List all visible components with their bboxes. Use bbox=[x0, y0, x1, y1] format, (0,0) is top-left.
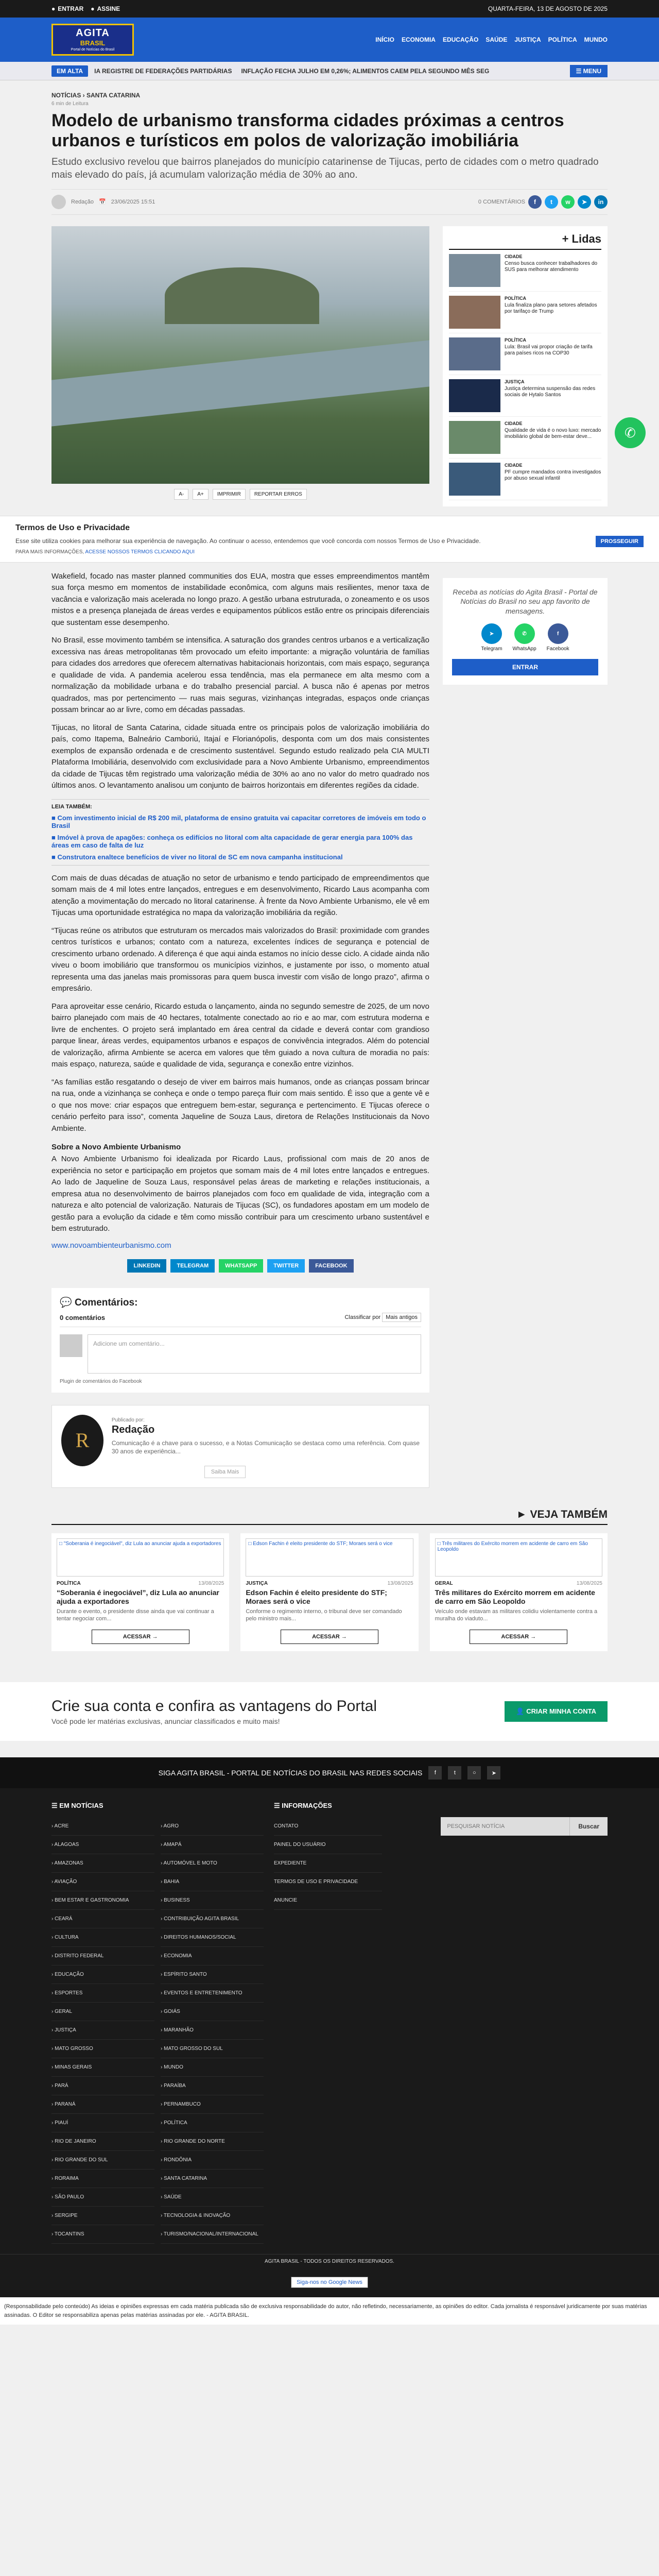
facebook-share-button[interactable]: FACEBOOK bbox=[309, 1259, 353, 1273]
telegram-icon[interactable]: ➤ bbox=[578, 195, 591, 209]
footer-category-link[interactable]: › TECNOLOGIA & INOVAÇÃO bbox=[161, 2207, 264, 2225]
about-text: A Novo Ambiente Urbanismo foi idealizada por Ricardo Laus, profissional com mais de 20 anos de experiência no setor e participação em projetos que somam mais de 4 mil lotes entre lançados e entregues. Ao lado de Jaqueline de Souza Laus, responsável pelas áreas de marketing e relações institucionais, a empresa atua no desenvolvimento de bairros planejados com foco em qualidade de vida, integração com a natureza e alto potencial de valorização. Naturais de Tijucas (SC), os fundadores apostam em um modelo de gestão para a evolução da cidade e têm como missão contribuir para um crescimento urbano sustentável e bem estruturado. bbox=[51, 1155, 429, 1233]
footer-category-link[interactable]: › MATO GROSSO bbox=[51, 2040, 154, 2058]
access-button[interactable]: ACESSAR → bbox=[92, 1630, 189, 1644]
footer-social-text: SIGA AGITA BRASIL - PORTAL DE NOTÍCIAS DO BRASIL NAS REDES SOCIAIS bbox=[158, 1769, 423, 1777]
footer-search-input[interactable]: PESQUISAR NOTÍCIA bbox=[441, 1817, 569, 1836]
footer-category-link[interactable]: › TURISMO/NACIONAL/INTERNACIONAL bbox=[161, 2225, 264, 2244]
published-by-label: Publicado por: bbox=[111, 1417, 145, 1423]
see-also-card[interactable]: □ "Soberania é inegociável", diz Lula ao anunciar ajuda a exportadores POLÍTICA 13/08/2025 “Soberania é inegociável”, diz Lula ao anunciar ajuda a exportadores Durante o evento, o presidente disse ainda que vai continuar a tentar negociar com... ACESSAR → bbox=[51, 1533, 229, 1651]
footer-category-link[interactable]: › TOCANTINS bbox=[51, 2225, 154, 2244]
footer-category-link[interactable]: › EDUCAÇÃO bbox=[51, 1965, 154, 1984]
create-account-section bbox=[0, 1682, 659, 1741]
login-link[interactable]: ● ENTRAR bbox=[51, 5, 84, 12]
nav-item-politica[interactable]: POLÍTICA bbox=[548, 36, 577, 43]
logo-line1: AGITA bbox=[76, 27, 110, 39]
breadcrumb[interactable]: NOTÍCIAS › SANTA CATARINA bbox=[51, 92, 141, 99]
publish-date: 23/06/2025 15:51 bbox=[111, 198, 155, 205]
site-logo[interactable] bbox=[51, 24, 134, 56]
article-title: Modelo de urbanismo transforma cidades próximas a centros urbanos e turísticos em polos de valorização imobiliária bbox=[51, 111, 564, 151]
footer-category-link[interactable]: › AMAZONAS bbox=[51, 1854, 154, 1873]
footer-category-link[interactable]: › MATO GROSSO DO SUL bbox=[161, 2040, 264, 2058]
footer-link[interactable]: EXPEDIENTE bbox=[274, 1854, 382, 1873]
twitter-icon[interactable]: t bbox=[545, 195, 558, 209]
card-text: Conforme o regimento interno, o tribunal deve ser comandado pelo ministro mais... bbox=[246, 1608, 402, 1622]
disclaimer: (Responsabilidade pelo conteúdo) As ideias e opiniões expressas em cada matéria publicada são de exclusiva responsabilidade do autor, não refletindo, necessariamente, as opiniões do editor. Cada jornalista é responsável juridicamente por suas matérias assinadas. O Editor se responsabiliza apenas pelas matérias assinadas por ele. - AGITA BRASIL. bbox=[0, 2297, 659, 2325]
article-subtitle: Estudo exclusivo revelou que bairros planejados do município catarinense de Tijucas, perto de cidades com o metro quadrado mais elevado do país, já acumulam valorização média de 30% ao ano. bbox=[51, 157, 599, 180]
nav-item-justica[interactable]: JUSTIÇA bbox=[514, 36, 541, 43]
footer-search-button[interactable]: Buscar bbox=[569, 1817, 608, 1836]
footer-category-link[interactable]: › RORAIMA bbox=[51, 2170, 154, 2188]
article-tools bbox=[51, 489, 429, 500]
card-image: □ Edson Fachin é eleito presidente do STF; Moraes será o vice bbox=[246, 1538, 413, 1577]
author-photo: R bbox=[61, 1415, 103, 1466]
cta-title: Crie sua conta e confira as vantagens do Portal bbox=[51, 1698, 377, 1715]
logo-line2: BRASIL bbox=[80, 39, 106, 47]
create-account-button[interactable]: 👤 CRIAR MINHA CONTA bbox=[505, 1701, 608, 1722]
cookie-banner bbox=[0, 516, 659, 563]
footer-category-link[interactable]: › DISTRITO FEDERAL bbox=[51, 1947, 154, 1965]
read-also-link[interactable]: ■ Construtora enaltece benefícios de viver no litoral de SC em nova campanha institucional bbox=[51, 853, 343, 861]
paragraph: Para aproveitar esse cenário, Ricardo estuda o lançamento, ainda no segundo semestre de 2025, de um novo bairro planejado com mais de 40 hectares, totalmente conectado ao rio e ao mar, com estrutura moderna e livre de enchentes. O projeto será implantado em área central da cidade e deverá contar com grandioso parque linear, áreas verdes, equipamentos urbanos e espaços de convivência integrados. Além do potencial de valorização, afirma Ambiente se acerca em valores que têm guiado a nova cultura de moradia no país: mais espaço, natureza, saúde e qualidade de vida, segurança e conexão entre vizinhos. bbox=[51, 1002, 429, 1069]
google-news-link[interactable]: Siga-nos no Google News bbox=[291, 2277, 368, 2288]
see-also-section bbox=[51, 1509, 608, 1651]
article-header bbox=[51, 80, 608, 215]
trending-item[interactable]: INFLAÇÃO FECHA JULHO EM 0,26%; ALIMENTOS CAEM PELA SEGUNDO MÊS SEG bbox=[241, 67, 490, 75]
card-image: □ Três militares do Exército morrem em acidente de carro em São Leopoldo bbox=[435, 1538, 602, 1577]
access-button[interactable]: ACESSAR → bbox=[470, 1630, 567, 1644]
font-increase-button[interactable]: A+ bbox=[193, 489, 209, 500]
footer-category-link[interactable]: › PARÁ bbox=[51, 2077, 154, 2095]
footer-category-link[interactable]: › GERAL bbox=[51, 2003, 154, 2021]
hero-image bbox=[51, 226, 429, 484]
whatsapp-app-link[interactable]: ✆ WhatsApp bbox=[513, 623, 536, 652]
comments-count[interactable]: 0 COMENTÁRIOS bbox=[478, 198, 525, 205]
footer-category-link[interactable]: › RIO GRANDE DO NORTE bbox=[161, 2132, 264, 2151]
author-box-name: Redação bbox=[111, 1423, 155, 1435]
report-error-button[interactable]: REPORTAR ERROS bbox=[250, 489, 307, 500]
footer-category-link[interactable]: › POLÍTICA bbox=[161, 2114, 264, 2132]
paragraph: “Tijucas reúne os atributos que estruturam os mercados mais valorizados do Brasil: proximidade com grandes centros turísticos e urbanos; contato com a natureza, excelentes índices de segurança e potencial de crescimento urbano ordenado. A diferença é que aqui ainda estamos no início desse ciclo. A cidade ainda não viveu o boom imobiliário que transformou os municípios vizinhos, e justamente por isso, o momento atual representa uma das janelas mais promissoras para quem busca investir com visão de longo prazo”, afirma o empresário. bbox=[51, 926, 429, 993]
share-icons bbox=[478, 195, 608, 209]
messenger-box bbox=[443, 578, 608, 685]
cookie-title: Termos de Uso e Privacidade bbox=[15, 523, 130, 532]
user-avatar bbox=[60, 1334, 82, 1357]
footer-category-link[interactable]: › SAÚDE bbox=[161, 2188, 264, 2207]
subscribe-link[interactable]: ● ASSINE bbox=[91, 5, 120, 12]
most-read-item[interactable]: POLÍTICA Lula: Brasil vai propor criação de tarifa para países ricos na COP30 bbox=[449, 333, 601, 375]
accept-cookies-button[interactable]: PROSSEGUIR bbox=[596, 536, 644, 547]
twitter-icon[interactable]: t bbox=[448, 1766, 461, 1780]
trending-bar bbox=[0, 62, 659, 80]
footer-category-link[interactable]: › MARANHÃO bbox=[161, 2021, 264, 2040]
logo-tagline: Portal de Notícias do Brasil bbox=[71, 48, 115, 52]
whatsapp-icon[interactable]: w bbox=[561, 195, 575, 209]
facebook-app-link[interactable]: f Facebook bbox=[547, 623, 569, 652]
read-also bbox=[51, 799, 429, 866]
most-read bbox=[443, 226, 608, 506]
paragraph: Com mais de duas décadas de atuação no setor de urbanismo e tendo participado de empreendimentos que somam mais de 4 mil lotes entre lançados, entregues e em desenvolvimento, Ricardo Laus acompanha com atenção a movimentação do mercado no litoral catarinense. À frente da Novo Ambiente Urbanismo, ele vê em Tijucas uma oportunidade estratégica no mapa da valorização imobiliária da região. bbox=[51, 873, 429, 918]
paragraph: “As famílias estão resgatando o desejo de viver em bairros mais humanos, onde as crianças possam brincar na rua, onde a vizinhança se conheça e onde o tempo pareça fluir com mais sentido. É isso que a gente vê e o que nos move: criar espaços que entreguem bem-estar, segurança e pertencimento. E Tijucas oferece o cenário perfeito para isso”, comenta Jaqueline de Souza Laus, diretora de Relações Institucionais da Novo Ambiente. bbox=[51, 1077, 429, 1133]
access-button[interactable]: ACESSAR → bbox=[281, 1630, 378, 1644]
article-meta bbox=[51, 189, 608, 215]
footer-category-link[interactable]: › PARANÁ bbox=[51, 2095, 154, 2114]
footer-category-link[interactable]: › AMAPÁ bbox=[161, 1836, 264, 1854]
comments-section bbox=[51, 1288, 429, 1393]
footer-link[interactable]: ANUNCIE bbox=[274, 1891, 382, 1910]
article-section bbox=[51, 565, 608, 1488]
footer-category-link[interactable]: › CULTURA bbox=[51, 1928, 154, 1947]
telegram-icon: ➤ bbox=[481, 623, 502, 644]
font-decrease-button[interactable]: A- bbox=[174, 489, 188, 500]
footer-category-link[interactable]: › EVENTOS E ENTRETENIMENTO bbox=[161, 1984, 264, 2003]
read-also-link[interactable]: ■ Imóvel à prova de apagões: conheça os edifícios no litoral com alta capacidade de gerar energia para 100% das áreas em caso de falta de luz bbox=[51, 833, 413, 849]
comment-input[interactable]: Adicione um comentário... bbox=[88, 1334, 421, 1374]
footer-category-link[interactable]: › GOIÁS bbox=[161, 2003, 264, 2021]
footer-category-link[interactable]: › BEM ESTAR E GASTRONOMIA bbox=[51, 1891, 154, 1910]
sort-select[interactable]: Mais antigos bbox=[382, 1313, 421, 1322]
most-read-item[interactable]: JUSTIÇA Justiça determina suspensão das redes sociais de Hytalo Santos bbox=[449, 375, 601, 417]
whatsapp-icon: ✆ bbox=[514, 623, 535, 644]
cookie-more-label: PARA MAIS INFORMAÇÕES, bbox=[15, 549, 84, 555]
trending-label: EM ALTA bbox=[51, 65, 88, 77]
nav-item-saude[interactable]: SAÚDE bbox=[485, 36, 508, 43]
footer-category-link[interactable]: › RONDÔNIA bbox=[161, 2151, 264, 2170]
about-title: Sobre a Novo Ambiente Urbanismo bbox=[51, 1143, 181, 1152]
footer-link[interactable]: TERMOS DE USO E PRIVACIDADE bbox=[274, 1873, 382, 1891]
terms-link[interactable]: ACESSE NOSSOS TERMOS CLICANDO AQUI bbox=[85, 549, 195, 555]
current-date: QUARTA-FEIRA, 13 DE AGOSTO DE 2025 bbox=[488, 5, 608, 12]
author-box bbox=[51, 1405, 429, 1488]
footer-category-link[interactable]: › PERNAMBUCO bbox=[161, 2095, 264, 2114]
top-bar bbox=[0, 0, 659, 18]
most-read-title: + Lidas bbox=[449, 232, 601, 250]
footer-category-link[interactable]: › SANTA CATARINA bbox=[161, 2170, 264, 2188]
read-also-title: LEIA TAMBÉM: bbox=[51, 803, 92, 810]
paragraph: No Brasil, esse movimento também se intensifica. A saturação dos grandes centros urbanos e a verticalização excessiva nas áreas metropolitanas têm provocado um efeito importante: a migração voluntária de famílias para cidades dos arredores que oferecem alternativas habitacionais horizontais, com mais espaço, segurança e qualidade de vida. A pandemia acelerou essa tendência, mas ela permanece em alta mesmo com a normalização da mobilidade urbana e do trabalho presencial parcial. A busca não é apenas por metros quadrados, mas por pertencimento — ruas mais seguras, vizinhanças integradas, espaços onde crianças possam brincar ao ar livre, como em décadas passadas. bbox=[51, 636, 429, 715]
messenger-text: Receba as notícias do Agita Brasil - Portal de Notícias do Brasil no seu app favorito de mensagens. bbox=[453, 587, 598, 616]
footer-info-title: ☰ INFORMAÇÕES bbox=[274, 1802, 332, 1810]
twitter-share-button[interactable]: TWITTER bbox=[267, 1259, 305, 1273]
author-bio: Comunicação é a chave para o sucesso, e a Notas Comunicação se destaca como uma referência. Com quase 30 anos de experiência... bbox=[111, 1439, 420, 1455]
facebook-icon: f bbox=[548, 623, 568, 644]
cta-text: Você pode ler matérias exclusivas, anunciar classificados e muito mais! bbox=[51, 1717, 280, 1726]
menu-button[interactable]: ☰ MENU bbox=[570, 65, 608, 77]
footer-category-link[interactable]: › BUSINESS bbox=[161, 1891, 264, 1910]
share-buttons bbox=[51, 1259, 429, 1273]
facebook-icon[interactable]: f bbox=[428, 1766, 442, 1780]
website-link[interactable]: www.novoambienteurbanismo.com bbox=[51, 1241, 171, 1250]
card-text: Durante o evento, o presidente disse ainda que vai continuar a tentar negociar com... bbox=[57, 1608, 214, 1622]
footer-news-title: ☰ EM NOTÍCIAS bbox=[51, 1802, 103, 1810]
sort-label: Classificar por bbox=[344, 1314, 381, 1321]
footer-category-link[interactable]: › SÃO PAULO bbox=[51, 2188, 154, 2207]
footer-social-bar bbox=[0, 1757, 659, 1788]
footer-search bbox=[441, 1817, 608, 1836]
article-body bbox=[51, 565, 429, 1488]
nav-item-mundo[interactable]: MUNDO bbox=[584, 36, 608, 43]
footer-category-link[interactable]: › ESPÍRITO SANTO bbox=[161, 1965, 264, 1984]
footer-link[interactable]: CONTATO bbox=[274, 1817, 382, 1836]
author-avatar bbox=[51, 195, 66, 209]
comments-count-label: 0 comentários bbox=[60, 1313, 106, 1321]
footer-link[interactable]: PAINEL DO USUÁRIO bbox=[274, 1836, 382, 1854]
footer-info-list bbox=[274, 1817, 382, 1910]
paragraph: Wakefield, focado nas master planned communities dos EUA, mostra que esses empreendimentos mantêm sua força mesmo em momentos de instabilidade econômica, com alguns mais resilientes, menor taxa de vacância e valorização mais acelerada no longo prazo. A gestão urbana estruturada, o zoneamento e os usos mistos e a presença planejada de áreas verdes e equipamentos públicos estão entre os principais diferenciais que sustentam esse desempenho. bbox=[51, 571, 429, 627]
card-title: Três militares do Exército morrem em acidente de carro em São Leopoldo bbox=[435, 1588, 595, 1605]
telegram-icon[interactable]: ➤ bbox=[487, 1766, 500, 1780]
footer-category-link[interactable]: › MUNDO bbox=[161, 2058, 264, 2077]
card-title: Edson Fachin é eleito presidente do STF; Moraes será o vice bbox=[246, 1588, 387, 1605]
whatsapp-share-button[interactable]: WHATSAPP bbox=[219, 1259, 263, 1273]
footer-category-link[interactable]: › CONTRIBUIÇÃO AGITA BRASIL bbox=[161, 1910, 264, 1928]
footer-category-link[interactable]: › AGRO bbox=[161, 1817, 264, 1836]
most-read-item[interactable]: POLÍTICA Lula finaliza plano para setores afetados por tarifaço de Trump bbox=[449, 292, 601, 333]
see-also-title: ► VEJA TAMBÉM bbox=[51, 1509, 608, 1525]
menu-label: MENU bbox=[583, 67, 601, 75]
card-title: “Soberania é inegociável”, diz Lula ao anunciar ajuda a exportadores bbox=[57, 1588, 219, 1605]
print-button[interactable]: IMPRIMIR bbox=[213, 489, 246, 500]
linkedin-share-button[interactable]: LINKEDIN bbox=[127, 1259, 166, 1273]
main-nav bbox=[375, 36, 608, 43]
footer bbox=[0, 1788, 659, 2254]
see-also-card[interactable]: □ Três militares do Exército morrem em acidente de carro em São Leopoldo GERAL 13/08/2025 Três militares do Exército morrem em acidente de carro em São Leopoldo Veículo onde estavam as militares colidiu violentamente contra a muralha do viaduto... ACESSAR → bbox=[430, 1533, 608, 1651]
telegram-app-link[interactable]: ➤ Telegram bbox=[481, 623, 502, 652]
enter-button[interactable]: ENTRAR bbox=[452, 659, 598, 675]
calendar-icon: 📅 bbox=[99, 199, 106, 206]
footer-category-link[interactable]: › RIO GRANDE DO SUL bbox=[51, 2151, 154, 2170]
card-image: □ "Soberania é inegociável", diz Lula ao anunciar ajuda a exportadores bbox=[57, 1538, 224, 1577]
author-name[interactable]: Redação bbox=[71, 198, 94, 205]
footer-category-link[interactable]: › ALAGOAS bbox=[51, 1836, 154, 1854]
footer-news-list bbox=[51, 1817, 264, 2244]
footer-category-link[interactable]: › PARAÍBA bbox=[161, 2077, 264, 2095]
facebook-icon[interactable]: f bbox=[528, 195, 542, 209]
nav-item-educacao[interactable]: EDUCAÇÃO bbox=[442, 36, 479, 43]
facebook-plugin-label[interactable]: Plugin de comentários do Facebook bbox=[60, 1378, 142, 1384]
footer-category-link[interactable]: › MINAS GERAIS bbox=[51, 2058, 154, 2077]
read-also-link[interactable]: ■ Com investimento inicial de R$ 200 mil, plataforma de ensino gratuita vai capacitar corretores de imóveis em todo o Brasil bbox=[51, 814, 426, 829]
footer-category-link[interactable]: › PIAUÍ bbox=[51, 2114, 154, 2132]
nav-item-economia[interactable]: ECONOMIA bbox=[401, 36, 436, 43]
whatsapp-float-button[interactable]: ✆ bbox=[615, 417, 646, 448]
read-time: 6 min de Leitura bbox=[51, 101, 89, 107]
most-read-item[interactable]: CIDADE Qualidade de vida é o novo luxo: mercado imobiliário global de bem-estar deve... bbox=[449, 417, 601, 459]
footer-category-link[interactable]: › ECONOMIA bbox=[161, 1947, 264, 1965]
footer-category-link[interactable]: › RIO DE JANEIRO bbox=[51, 2132, 154, 2151]
footer-category-link[interactable]: › BAHIA bbox=[161, 1873, 264, 1891]
footer-category-link[interactable]: › AUTOMÓVEL E MOTO bbox=[161, 1854, 264, 1873]
instagram-icon[interactable]: ○ bbox=[467, 1766, 481, 1780]
learn-more-button[interactable]: Saiba Mais bbox=[204, 1466, 246, 1478]
linkedin-icon[interactable]: in bbox=[594, 195, 608, 209]
paragraph: Tijucas, no litoral de Santa Catarina, cidade situada entre os principais polos de valorização imobiliária do país, como Itapema, Balneário Camboriú, Itajaí e Florianópolis, desponta com um dos mais consistentes exemplos de expansão ordenada e de crescimento sustentável. Segundo estudo realizado pela CIA MULTI Plataforma Imobiliária, desenvolvido com exclusividade para a Novo Ambiente Urbanismo, empreendimentos da cidade de Tijucas têm registrado uma valorização média de 30% ao ano no valor do metro quadrado nos últimos anos. O levantamento analisou um conjunto de bairros horizontais em diferentes regiões da cidade. bbox=[51, 723, 429, 790]
footer-category-link[interactable]: › DIREITOS HUMANOS/SOCIAL bbox=[161, 1928, 264, 1947]
footer-category-link[interactable]: › ACRE bbox=[51, 1817, 154, 1836]
telegram-share-button[interactable]: TELEGRAM bbox=[170, 1259, 215, 1273]
site-header bbox=[0, 18, 659, 62]
comments-title: 💬 Comentários: bbox=[60, 1297, 138, 1308]
card-text: Veículo onde estavam as militares colidiu violentamente contra a muralha do viaduto... bbox=[435, 1608, 598, 1622]
most-read-item[interactable]: CIDADE PF cumpre mandados contra investigados por abuso sexual infantil bbox=[449, 459, 601, 500]
see-also-card[interactable]: □ Edson Fachin é eleito presidente do STF; Moraes será o vice JUSTIÇA 13/08/2025 Edson Fachin é eleito presidente do STF; Moraes será o vice Conforme o regimento interno, o tribunal deve ser comandado pelo ministro mais... ACESSAR → bbox=[240, 1533, 418, 1651]
footer-category-link[interactable]: › JUSTIÇA bbox=[51, 2021, 154, 2040]
footer-category-link[interactable]: › CEARÁ bbox=[51, 1910, 154, 1928]
cookie-text: Esse site utiliza cookies para melhorar sua experiência de navegação. Ao continuar o acesso, entendemos que você concorda com nossos Termos de Uso e Privacidade. bbox=[15, 537, 481, 545]
footer-category-link[interactable]: › SERGIPE bbox=[51, 2207, 154, 2225]
copyright: AGITA BRASIL - TODOS OS DIREITOS RESERVADOS. bbox=[0, 2254, 659, 2272]
nav-item-inicio[interactable]: INÍCIO bbox=[375, 36, 394, 43]
trending-item[interactable]: IA REGISTRE DE FEDERAÇÕES PARTIDÁRIAS bbox=[94, 67, 232, 75]
footer-category-link[interactable]: › AVIAÇÃO bbox=[51, 1873, 154, 1891]
most-read-item[interactable]: CIDADE Censo busca conhecer trabalhadores do SUS para melhorar atendimento bbox=[449, 250, 601, 292]
footer-category-link[interactable]: › ESPORTES bbox=[51, 1984, 154, 2003]
hero-section bbox=[51, 226, 608, 506]
